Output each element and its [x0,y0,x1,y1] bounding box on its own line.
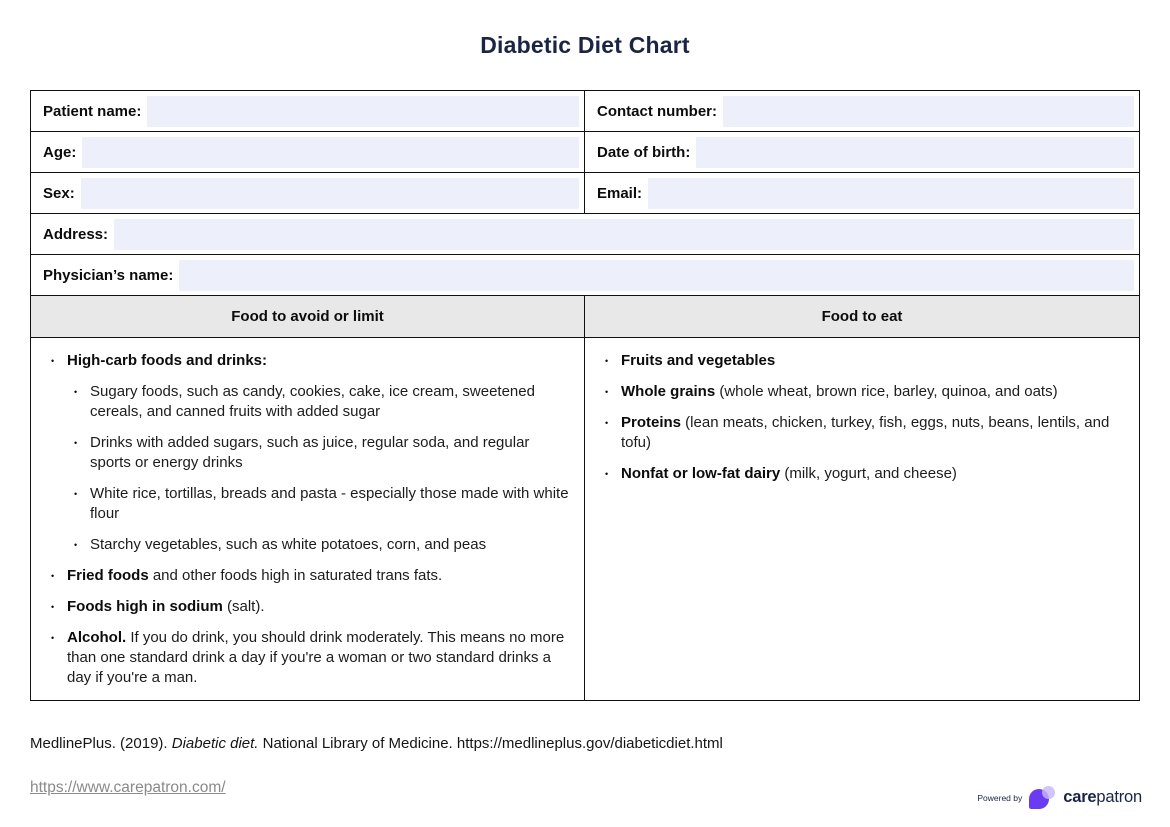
carepatron-wordmark [1063,788,1142,807]
list-item-whole-grains [605,382,1125,402]
address-input[interactable] [114,219,1134,250]
item-rest-text: If you do drink, you should drink moderately. This means no more than one standard drink a day if you're a woman or two standard drinks a day if you're a man. [67,629,565,686]
patient-name-label: Patient name: [43,102,142,120]
address-cell [31,214,1139,254]
food-eat-list [585,338,1139,700]
logo-dot-shape [1042,786,1055,799]
carepatron-logo-icon [1029,785,1056,810]
contact-number-input[interactable] [723,96,1134,127]
list-item-text [67,628,570,688]
bullet-icon: • [605,469,609,479]
bullet-icon: • [605,418,609,428]
list-item-text: Starchy vegetables, such as white potatoes, corn, and peas [90,536,487,553]
bullet-icon: • [51,571,55,581]
list-item-text: Sugary foods, such as candy, cookies, cake, ice cream, sweetened cereals, and canned fruits with added sugar [90,383,535,420]
item-rest-text: (whole wheat, brown rice, barley, quinoa, and oats) [715,383,1058,400]
item-rest-text: (lean meats, chicken, turkey, fish, eggs, nuts, beans, lentils, and tofu) [621,414,1110,451]
powered-by-carepatron [977,785,1142,810]
date-of-birth-label: Date of birth: [597,143,691,161]
food-avoid-list [31,338,585,700]
citation-suffix: National Library of Medicine. https://medlineplus.gov/diabeticdiet.html [258,735,723,752]
list-subitem-sugary-foods [74,382,570,422]
address-label: Address: [43,225,109,243]
item-bold-text: Whole grains [621,383,716,400]
bullet-icon: • [605,387,609,397]
item-bold-text: Foods high in sodium [67,598,223,615]
powered-by-label: Powered by [977,792,1023,803]
item-bold-text: Proteins [621,414,682,431]
page-title: Diabetic Diet Chart [480,32,690,58]
form-row-address [31,214,1139,255]
list-item-text [67,351,570,371]
food-eat-header: Food to eat [585,296,1139,337]
bullet-icon: • [74,438,78,448]
physician-name-input[interactable] [179,260,1134,291]
patient-name-cell [31,91,585,131]
list-item-text [67,566,570,586]
age-label: Age: [43,143,77,161]
item-bold-text: Fruits and vegetables [621,352,776,369]
bullet-icon: • [51,356,55,366]
list-item-text [621,413,1125,453]
item-bold-text: Nonfat or low-fat dairy [621,465,781,482]
list-item-text [67,597,570,617]
list-item-high-carb [51,351,570,371]
sex-cell [31,173,585,213]
contact-number-label: Contact number: [597,102,717,120]
contact-number-cell [585,91,1139,131]
email-label: Email: [597,184,643,202]
email-cell [585,173,1139,213]
list-item-fruits-vegetables [605,351,1125,371]
bullet-icon: • [605,356,609,366]
list-item-text [621,464,1125,484]
list-item-text: White rice, tortillas, breads and pasta - especially those made with white flour [90,485,569,522]
list-item-alcohol [51,628,570,688]
wordmark-regular-part: patron [1096,788,1142,806]
list-item-text [621,382,1125,402]
wordmark-bold-part: care [1063,788,1097,806]
form-row-sex-email [31,173,1139,214]
bullet-icon: • [51,633,55,643]
list-item-dairy [605,464,1125,484]
item-rest-text: and other foods high in saturated trans fats. [148,567,443,584]
list-item-fried-foods [51,566,570,586]
item-rest-text: (milk, yogurt, and cheese) [780,465,957,482]
list-item-proteins [605,413,1125,453]
item-bold-text: High-carb foods and drinks: [67,352,268,369]
bullet-icon: • [74,489,78,499]
citation-prefix: MedlinePlus. (2019). [30,735,172,752]
item-rest-text: (salt). [222,598,265,615]
bullet-icon: • [74,387,78,397]
age-cell [31,132,585,172]
sex-input[interactable] [81,178,579,209]
item-bold-text: Fried foods [67,567,149,584]
list-item-text: Drinks with added sugars, such as juice, regular soda, and regular sports or energy drinks [90,434,530,471]
physician-name-cell [31,255,1139,295]
list-subitem-white-rice [74,484,570,524]
patient-name-input[interactable] [147,96,579,127]
list-subitem-drinks-added-sugars [74,433,570,473]
food-columns-header-row [31,296,1139,338]
physician-name-label: Physician’s name: [43,266,174,284]
diet-chart-table [30,90,1140,701]
form-row-age-dob [31,132,1139,173]
date-of-birth-input[interactable] [696,137,1134,168]
email-input[interactable] [648,178,1134,209]
form-row-physician [31,255,1139,296]
form-row-patient-contact [31,91,1139,132]
bullet-icon: • [74,540,78,550]
list-item-sodium [51,597,570,617]
list-subitem-starchy-vegetables [74,535,570,555]
date-of-birth-cell [585,132,1139,172]
list-item-text [621,351,1125,371]
carepatron-site-link[interactable]: https://www.carepatron.com/ [30,779,226,796]
food-columns-content-row [31,338,1139,700]
sex-label: Sex: [43,184,75,202]
citation [30,735,1140,752]
food-avoid-header: Food to avoid or limit [31,296,585,337]
age-input[interactable] [82,137,579,168]
citation-title-italic: Diabetic diet. [171,735,259,752]
item-bold-text: Alcohol. [67,629,127,646]
bullet-icon: • [51,602,55,612]
